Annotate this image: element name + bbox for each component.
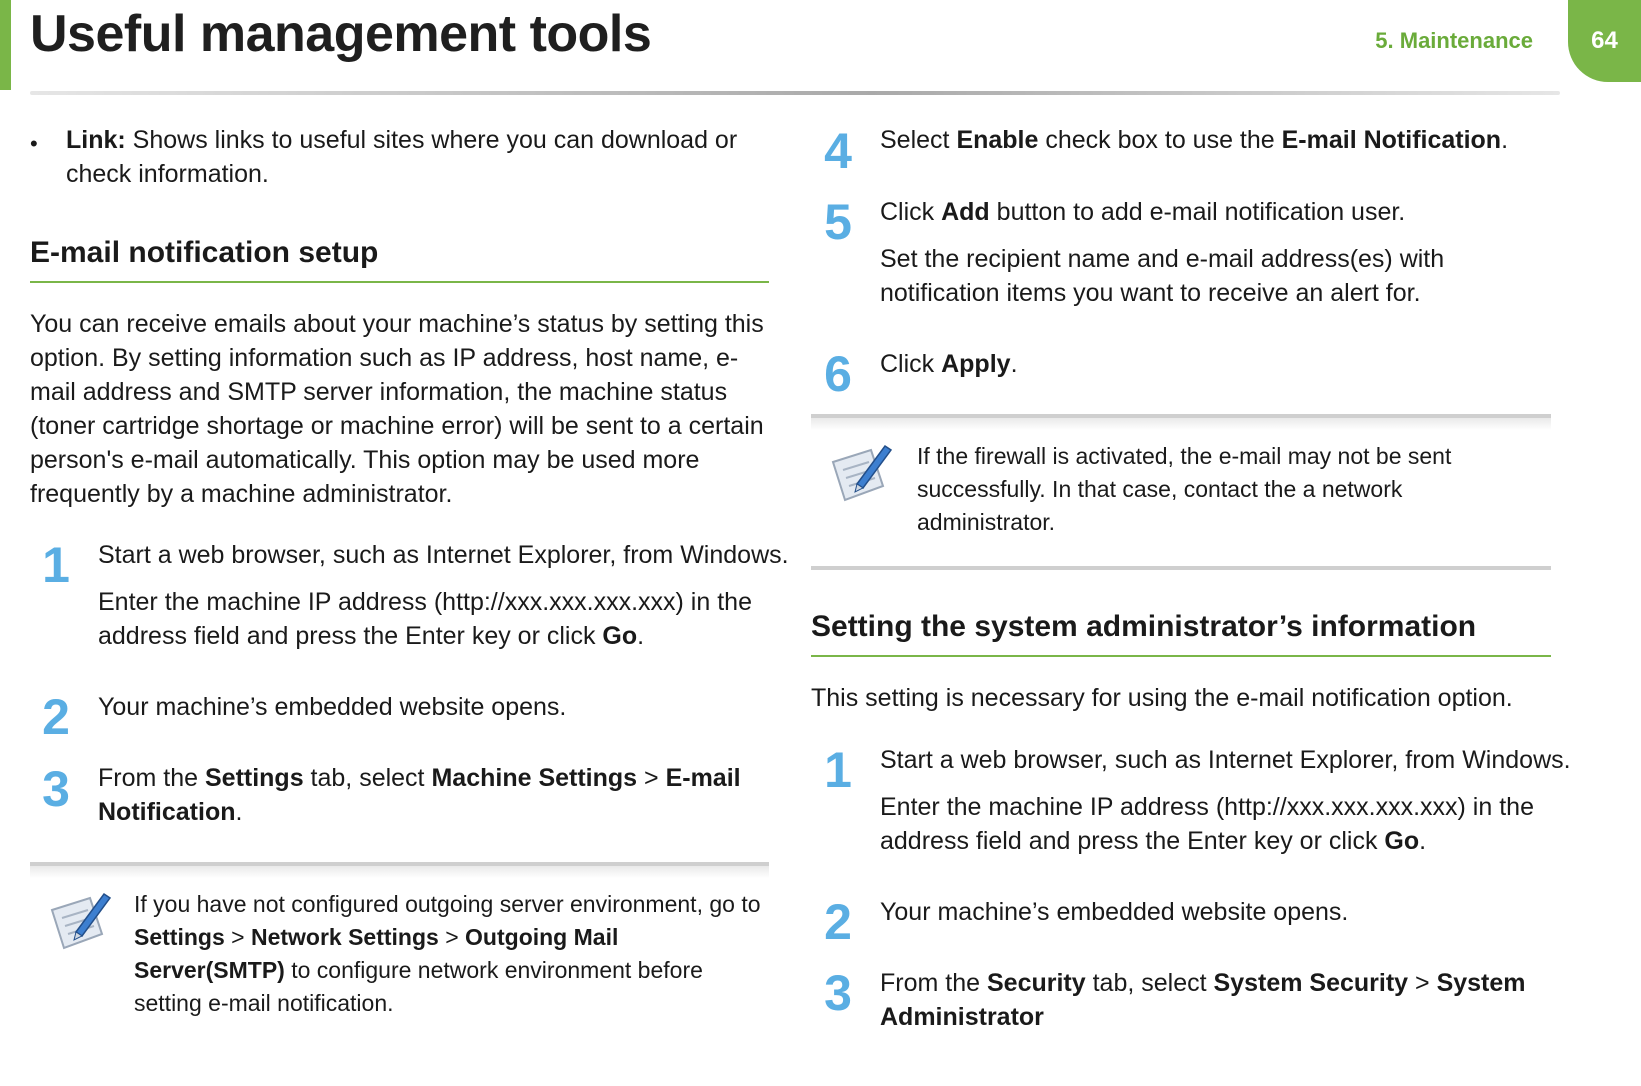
email-intro-paragraph: You can receive emails about your machine’s status by setting this option. By setting information such as IP address, host name, e-mail address and SMTP server information, the machine status (toner cartridge shortage or machine error) will be sent to a certain person's e-mail automatically. This option may be used more frequently by a machine administrator. bbox=[30, 310, 764, 508]
step-text: From the Security tab, select System Security > System Administrator bbox=[880, 969, 1526, 1031]
step-number: 6 bbox=[824, 346, 852, 402]
header-divider bbox=[30, 91, 1560, 95]
note-pencil-icon bbox=[827, 440, 895, 506]
step-number: 2 bbox=[824, 894, 852, 950]
step-subtext: Set the recipient name and e-mail address(es) with notification items you want to receive an alert for. bbox=[880, 245, 1445, 307]
link-bullet-text: Link: Shows links to useful sites where you can download or check information. bbox=[66, 126, 738, 188]
system-admin-heading: Setting the system administrator’s information bbox=[811, 610, 1477, 643]
note-pencil-icon bbox=[46, 888, 114, 954]
step-subtext: Enter the machine IP address (http://xxx.xxx.xxx.xxx) in the address field and press the Enter key or click Go. bbox=[880, 793, 1534, 855]
step-text: Start a web browser, such as Internet Explorer, from Windows. bbox=[98, 541, 789, 569]
step-number: 1 bbox=[42, 537, 70, 593]
step-subtext: Enter the machine IP address (http://xxx.xxx.xxx.xxx) in the address field and press the Enter key or click Go. bbox=[98, 588, 752, 650]
note-box bbox=[811, 414, 1551, 570]
step-text: Your machine’s embedded website opens. bbox=[98, 693, 567, 721]
page-title: Useful management tools bbox=[30, 5, 652, 63]
chapter-label: 5. Maintenance bbox=[1375, 28, 1533, 53]
header-accent-bar bbox=[0, 0, 11, 90]
step-text: Select Enable check box to use the E-mail Notification. bbox=[880, 126, 1509, 154]
section-underline bbox=[811, 655, 1551, 657]
step-number: 5 bbox=[824, 194, 852, 250]
step-number: 3 bbox=[42, 761, 70, 817]
note-box bbox=[30, 862, 769, 1086]
step-number: 3 bbox=[824, 965, 852, 1021]
step-number: 4 bbox=[824, 123, 852, 179]
note-text: If the firewall is activated, the e-mail may not be sent successfully. In that case, contact the a network administrator. bbox=[917, 443, 1452, 535]
section-underline bbox=[30, 281, 769, 283]
link-label: Link: bbox=[66, 126, 126, 154]
step-text: Start a web browser, such as Internet Explorer, from Windows. bbox=[880, 746, 1571, 774]
bullet-icon: • bbox=[30, 131, 38, 156]
step-text: Click Add button to add e-mail notification user. bbox=[880, 198, 1406, 226]
page-number-badge: 64 bbox=[1568, 0, 1641, 82]
system-admin-intro: This setting is necessary for using the e-mail notification option. bbox=[811, 684, 1513, 712]
step-number: 1 bbox=[824, 742, 852, 798]
step-text: Your machine’s embedded website opens. bbox=[880, 898, 1349, 926]
note-text: If you have not configured outgoing server environment, go to Settings > Network Settings > Outgoing Mail Server(SMTP) to configure network environment before setting e-mail notification. bbox=[134, 891, 761, 1016]
step-text: From the Settings tab, select Machine Settings > E-mail Notification. bbox=[98, 764, 741, 826]
email-notification-heading: E-mail notification setup bbox=[30, 236, 379, 269]
step-number: 2 bbox=[42, 689, 70, 745]
step-text: Click Apply. bbox=[880, 350, 1018, 378]
